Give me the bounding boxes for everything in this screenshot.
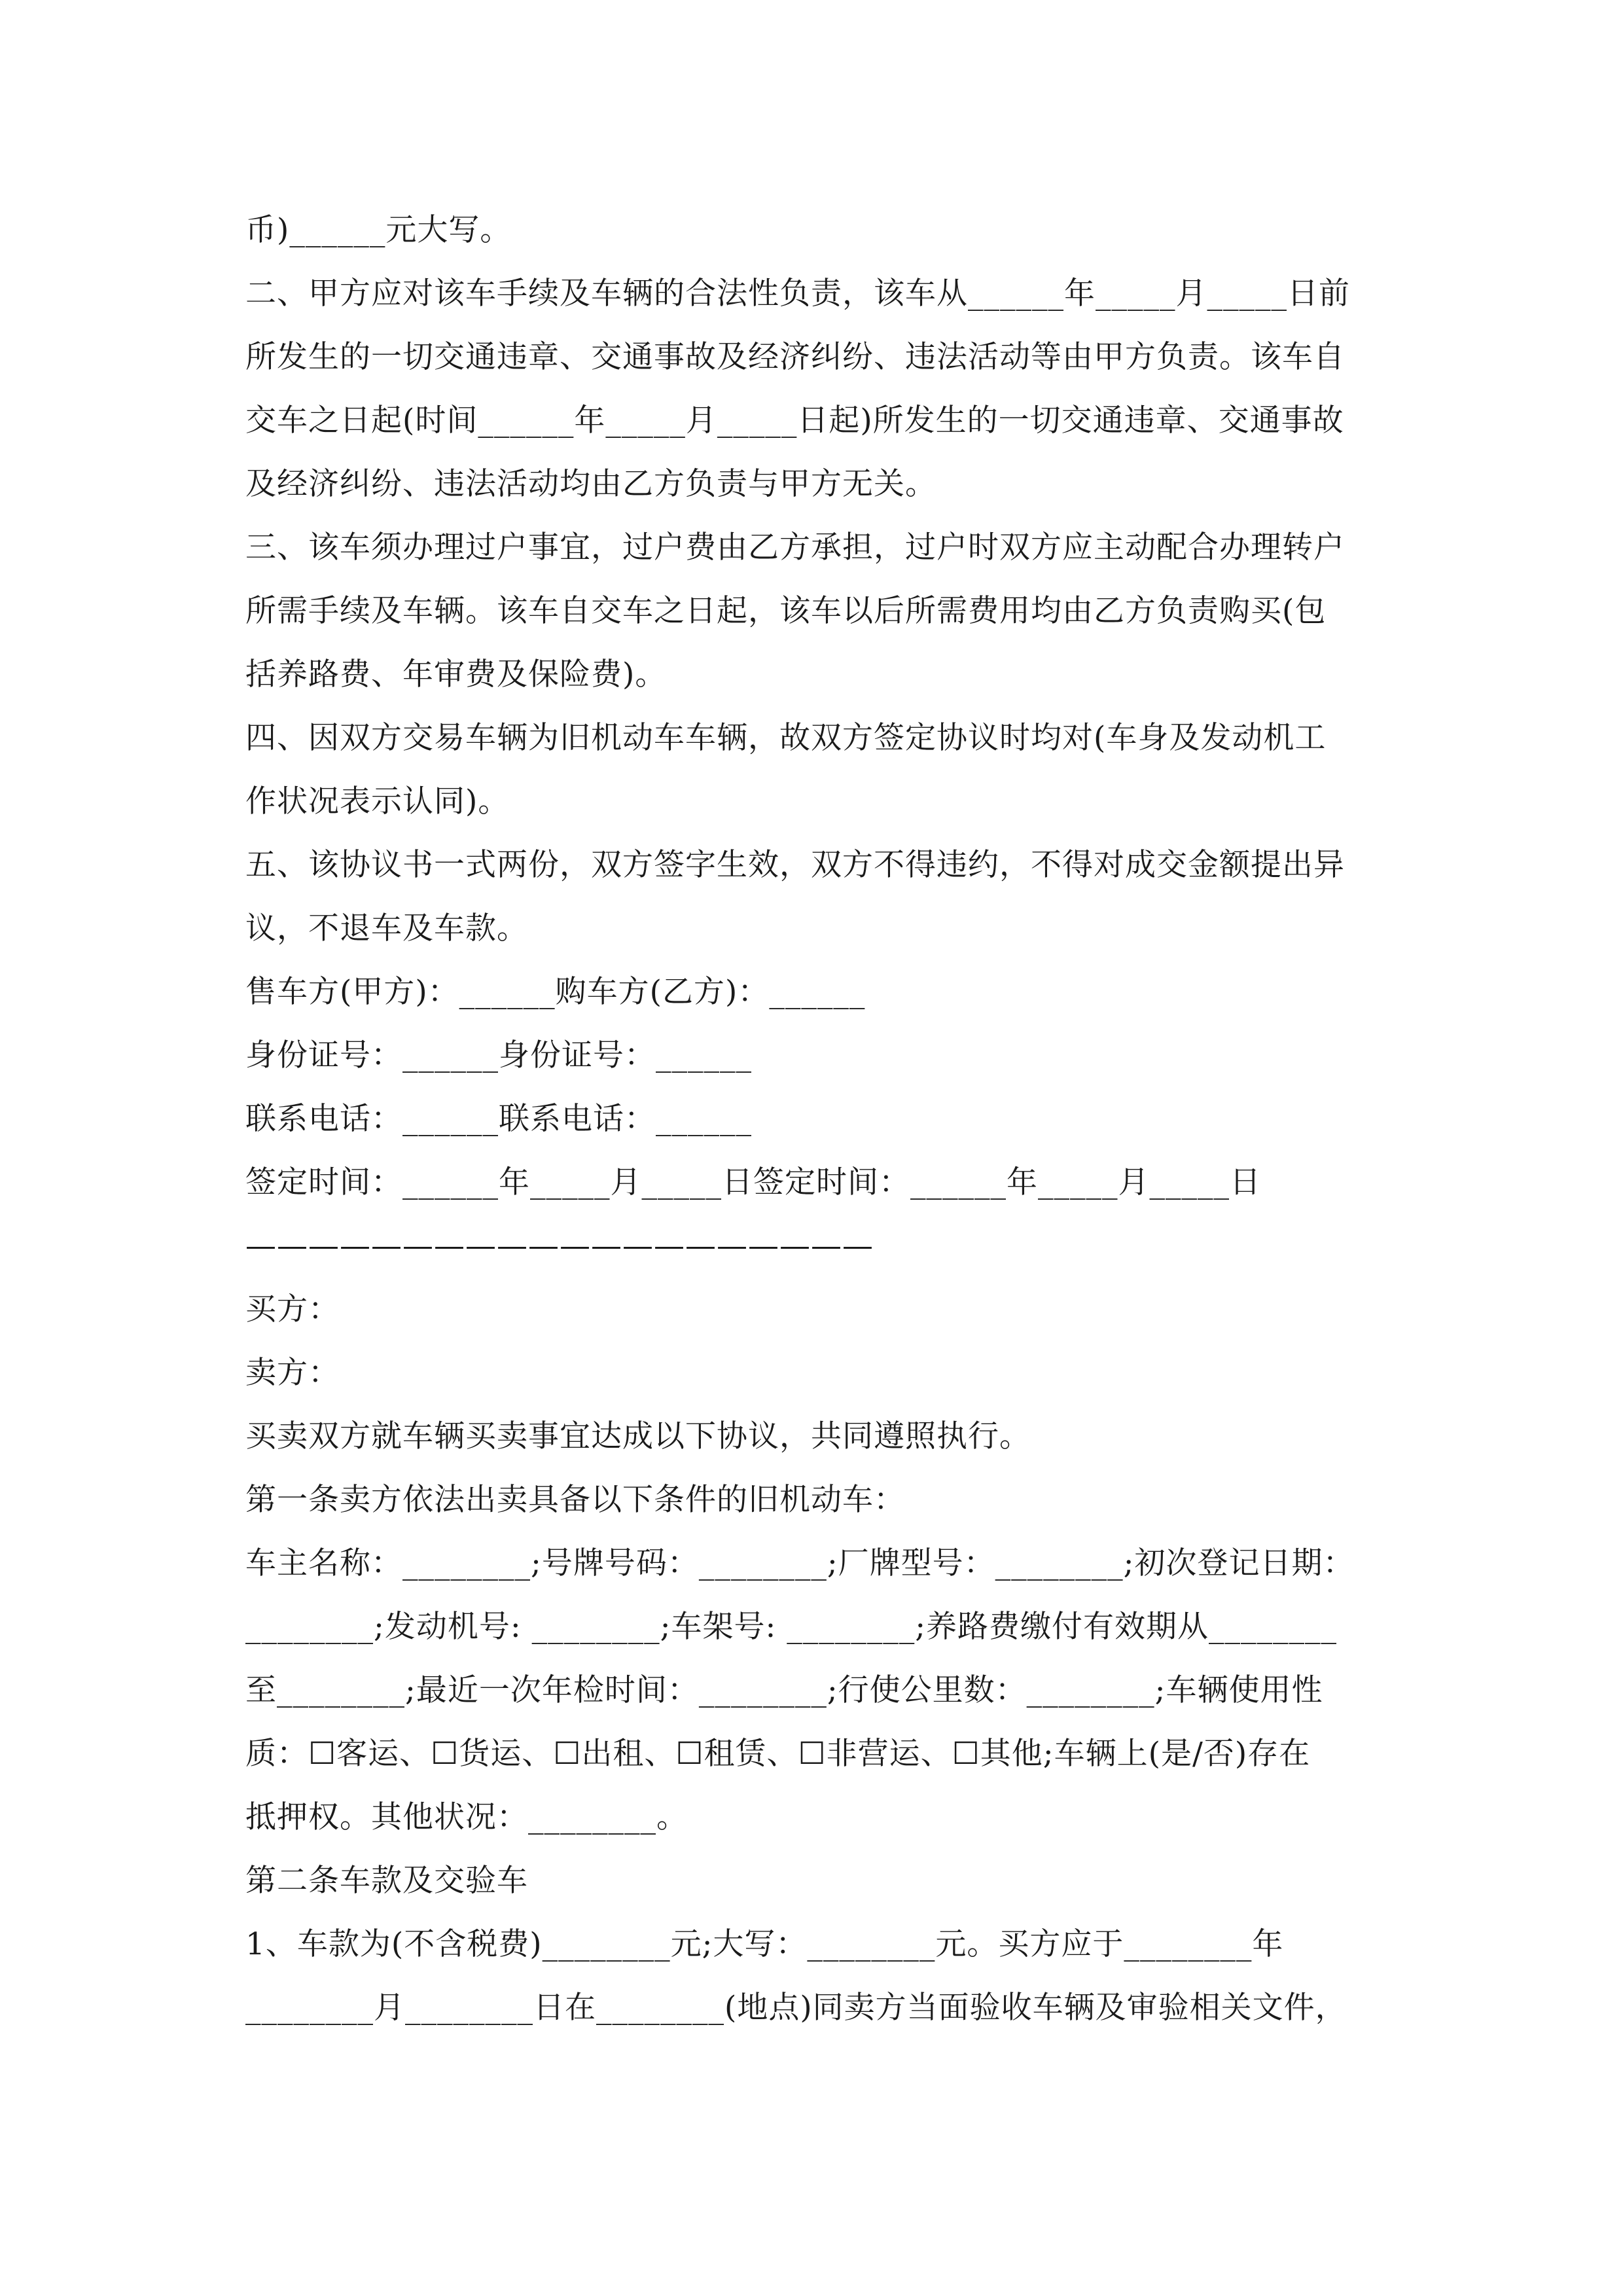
text-line: 售车方(甲方)：______购车方(乙方)：______ bbox=[245, 974, 866, 1010]
text-line: 币)______元大写。 bbox=[245, 212, 512, 248]
text-line: 及经济纠纷、违法活动均由乙方负责与甲方无关。 bbox=[245, 466, 936, 502]
text-line: 联系电话：______联系电话：______ bbox=[245, 1101, 752, 1137]
text-line: 括养路费、年审费及保险费)。 bbox=[245, 656, 667, 692]
text-line: 1、车款为(不含税费)________元;大写：________元。买方应于________年 bbox=[245, 1926, 1284, 1962]
text-line: 买方： bbox=[245, 1291, 340, 1327]
separator-line: ———————————————————— bbox=[245, 1228, 874, 1264]
text-line: 作状况表示认同)。 bbox=[245, 783, 510, 819]
text-line: 第一条卖方依法出卖具备以下条件的旧机动车： bbox=[245, 1482, 905, 1518]
text-line: 二、甲方应对该车手续及车辆的合法性负责，该车从______年_____月_____日前 bbox=[245, 276, 1350, 312]
text-line: 卖方： bbox=[245, 1355, 340, 1391]
text-line: 至________;最近一次年检时间：________;行使公里数：________;车辆使用性 bbox=[245, 1672, 1323, 1708]
text-line: 所需手续及车辆。该车自交车之日起，该车以后所需费用均由乙方负责购买(包 bbox=[245, 593, 1327, 629]
text-line: 三、该车须办理过户事宜，过户费由乙方承担，过户时双方应主动配合办理转户 bbox=[245, 529, 1345, 565]
text-line: 四、因双方交易车辆为旧机动车车辆，故双方签定协议时均对(车身及发动机工 bbox=[245, 720, 1327, 756]
text-line: 第二条车款及交验车 bbox=[245, 1863, 528, 1899]
text-line: 议，不退车及车款。 bbox=[245, 910, 528, 946]
text-line: 身份证号：______身份证号：______ bbox=[245, 1037, 752, 1073]
text-line: 买卖双方就车辆买卖事宜达成以下协议，共同遵照执行。 bbox=[245, 1418, 1031, 1454]
text-line: 质：☐客运、☐货运、☐出租、☐租赁、☐非营运、☐其他;车辆上(是/否)存在 bbox=[245, 1736, 1311, 1772]
text-line: 抵押权。其他状况：________。 bbox=[245, 1799, 688, 1835]
text-line: 所发生的一切交通违章、交通事故及经济纠纷、违法活动等由甲方负责。该车自 bbox=[245, 339, 1345, 375]
text-line: ________月________日在________(地点)同卖方当面验收车辆及审验相关文件， bbox=[245, 1990, 1347, 2026]
text-line: 车主名称：________;号牌号码：________;厂牌型号：________;初次登记日期： bbox=[245, 1545, 1355, 1581]
text-line: 五、该协议书一式两份，双方签字生效，双方不得违约，不得对成交金额提出异 bbox=[245, 847, 1345, 883]
text-line: ________;发动机号: ________;车架号: ________;养路费缴付有效期从________ bbox=[245, 1609, 1338, 1645]
text-line: 交车之日起(时间______年_____月_____日起)所发生的一切交通违章、交通事故 bbox=[245, 403, 1344, 439]
text-line: 签定时间：______年_____月_____日签定时间：______年_____月_____日 bbox=[245, 1164, 1261, 1200]
